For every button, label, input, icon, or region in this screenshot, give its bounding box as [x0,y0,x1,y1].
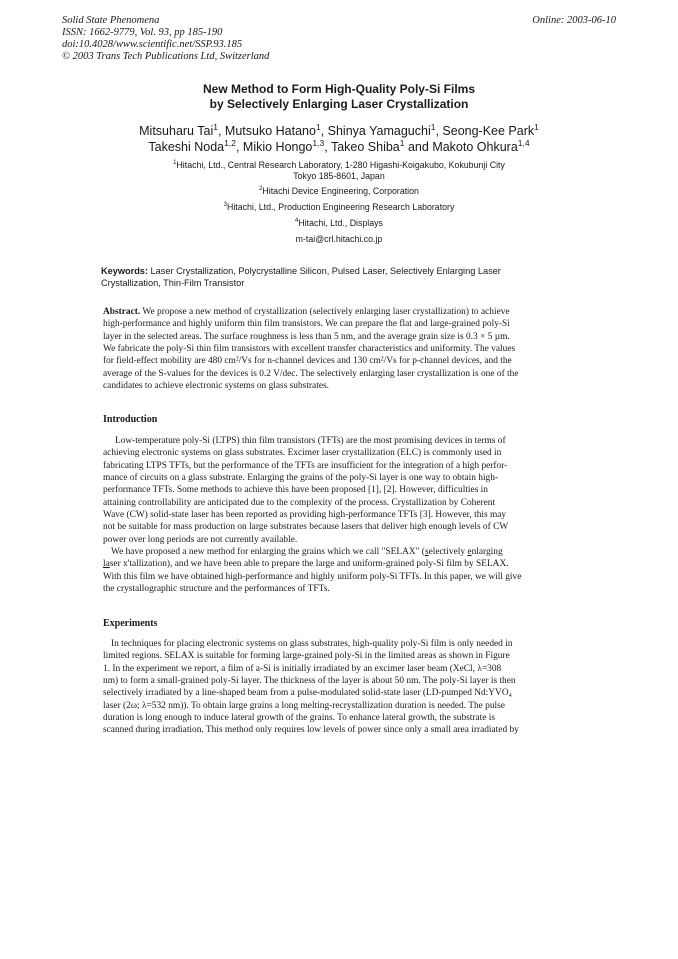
author-affiliation-mark: 1 [399,137,405,148]
text-span: e [467,547,472,558]
abstract-line: average of the S-values for the devices is 0.2 V/dec. The selectively enlarging laser crystallization is one of the [103,368,519,379]
text-span: We have proposed a new method for enlarging the grains which we call "SELAX" ( [111,547,425,558]
keywords-label: Keywords: [101,266,148,276]
affiliation-text: Tokyo 185-8601, Japan [293,171,385,181]
paragraph-line: fabricating LTPS TFTs, but the performance of the TFTs are insufficient for the integration of a high perfor- [103,460,508,471]
paragraph-line: Wave (CW) solid-state laser has been reported as providing high-performance TFTs [3]. However, this may [103,510,507,521]
text-span: nlarging [471,547,503,558]
author-affiliation-mark: 1 [213,121,218,132]
text-span: s [424,547,429,558]
abstract-line: We propose a new method of crystallization (selectively enlarging laser crystallization) to achieve [142,307,510,317]
author-separator: , [235,140,243,154]
paragraph-line: laser (2ω; λ=532 nm)). To obtain large grains a long melting-recrystallization duration is needed. The pulse [103,700,505,711]
author-separator: , [217,124,225,138]
author-name: Seong-Kee Park [442,124,535,138]
author-name: Takeo Shiba [330,140,400,154]
affiliation-mark: 4 [295,218,299,225]
author-separator: and [404,140,433,154]
author-name: Mitsuharu Tai [139,124,214,138]
journal-name: Solid State Phenomena [62,15,160,26]
keywords [101,265,571,289]
author-name: Shinya Yamaguchi [327,124,431,138]
affiliation-text: Hitachi, Ltd., Production Engineering Research Laboratory [226,202,455,212]
text-span: electively [428,547,468,558]
author-line-1 [0,123,678,139]
introduction-body [103,435,571,595]
paragraph-line: duration is long enough to induce lateral growth of the grains. To enhance lateral growth, the substrate is [103,713,496,724]
author-name: Mikio Hongo [242,140,313,154]
author-affiliation-mark: 1,3 [312,137,325,148]
author-separator: , [324,140,331,154]
author-line-2 [0,139,678,155]
author-name: Takeshi Noda [148,140,225,154]
abstract-line: for field-effect mobility are 480 cm²/Vs for n-channel devices and 130 cm²/Vs for p-channel devices, and the [103,356,512,367]
paragraph-line: power over long periods are not currently available. [103,534,298,545]
paragraph-line: scanned during irradiation. This method only requires low levels of power since only a small area irradiated by [103,725,519,736]
affiliation-1 [0,160,678,182]
affiliation-mark: 1 [173,160,177,167]
abstract [103,306,571,392]
paragraph-line: mance of circuits on a glass substrate. Enlarging the grains of the poly-Si layer is one way to obtain high- [103,473,499,484]
abstract-line: candidates to achieve electronic systems on glass substrates. [103,381,329,392]
author-affiliation-mark: 1 [430,121,436,132]
paragraph-line: selectively irradiated by a line-shaped beam from a pulse-modulated solid-state laser (LD-pumped Nd:YVO₄ [103,688,512,699]
author-affiliation-mark: 1,2 [224,137,236,148]
author-email: m-tai@crl.hitachi.co.jp [295,234,383,244]
section-heading-introduction: Introduction [103,414,158,425]
text-span: la [103,559,110,570]
paragraph-line: attaining controllability are anticipated due to the complexity of the process. Crystallization by Coherent [103,497,496,508]
online-date: Online: 2003-06-10 [532,15,616,26]
section-heading-experiments: Experiments [103,618,158,629]
issn-line: ISSN: 1662-9779, Vol. 93, pp 185-190 [62,27,223,38]
abstract-label: Abstract. [103,307,141,317]
author-affiliation-mark: 1 [534,121,539,132]
paragraph-line: nm) to form a small-grained poly-Si layer. The thickness of the layer is about 50 nm. The poly-Si layer is then [103,676,516,687]
author-separator: , [320,124,328,138]
author-name: Mutsuko Hatano [224,124,316,138]
paragraph-line: limited regions. SELAX is suitable for forming large-grained poly-Si in the limited areas as shown in Figure [103,651,510,662]
keywords-text: Crystallization, Thin-Film Transistor [101,278,245,288]
author-separator: , [435,124,443,138]
author-affiliation-mark: 1,4 [517,137,530,148]
affiliation-text: Hitachi, Ltd., Displays [298,218,383,228]
paragraph-line: Low-temperature poly-Si (LTPS) thin film transistors (TFTs) are the most promising devices in terms of [115,436,506,446]
affiliation-text: Hitachi Device Engineering, Corporation [262,186,419,196]
affiliation-mark: 2 [259,186,263,193]
paragraph-line: 1. In the experiment we report, a film of a-Si is initially irradiated by an excimer laser beam (XeCl, λ=308 [103,663,502,674]
text-span: ser x'tallization), and we have been able to prepare the large and uniform-grained poly-Si film by SELAX. [109,559,509,570]
title-line-2: by Selectively Enlarging Laser Crystallization [209,97,469,111]
paragraph-line: In techniques for placing electronic systems on glass substrates, high-quality poly-Si film is only needed in [111,639,513,649]
keywords-text: Laser Crystallization, Polycrystalline Silicon, Pulsed Laser, Selectively Enlarging Laser [150,266,501,276]
journal-header [62,15,269,63]
author-list [0,123,678,155]
abstract-line: high-performance and highly uniform thin film transistors. We can prepare the flat and large-grained poly-Si [103,319,510,330]
abstract-line: We fabricate the poly-Si thin film transistors with excellent transfer characteristics and uniformity. The values [103,344,516,355]
abstract-line: layer in the selected areas. The surface roughness is less than 5 nm, and the average grain size is 0.3 × 5 µm. [103,331,510,342]
paragraph-line: With this film we have obtained high-performance and highly uniform poly-Si TFTs. In this paper, we will give [103,571,522,582]
paper-title [0,82,678,112]
author-name: Makoto Ohkura [432,140,518,154]
affiliation-text: Hitachi, Ltd., Central Research Laboratory, 1-280 Higashi-Koigakubo, Kokubunji City [176,160,505,170]
doi-line: doi:10.4028/www.scientific.net/SSP.93.185 [62,39,243,50]
paragraph-line: the crystallographic structure and the performances of TFTs. [103,584,330,595]
author-affiliation-mark: 1 [315,121,321,132]
paragraph-line: achieving electronic systems on glass substrates. Excimer laser crystallization (ELC) is commonly used in [103,448,502,459]
copyright-line: © 2003 Trans Tech Publications Ltd, Switzerland [62,51,270,62]
paragraph-line: performance TFTs. Some methods to achieve this have been proposed [1], [2]. However, difficulties in [103,485,488,496]
affiliation-3 [0,202,678,213]
paragraph-line [103,558,571,570]
experiments-body [103,638,571,737]
affiliation-2 [0,186,678,197]
paragraph-line: not be suitable for mass production on large substrates because lasers that deliver high enough levels of CW [103,522,509,533]
title-line-1: New Method to Form High-Quality Poly-Si Films [202,82,475,96]
affiliation-mark: 3 [223,202,227,209]
affiliation-4 [0,218,678,229]
paragraph-line [103,546,571,558]
